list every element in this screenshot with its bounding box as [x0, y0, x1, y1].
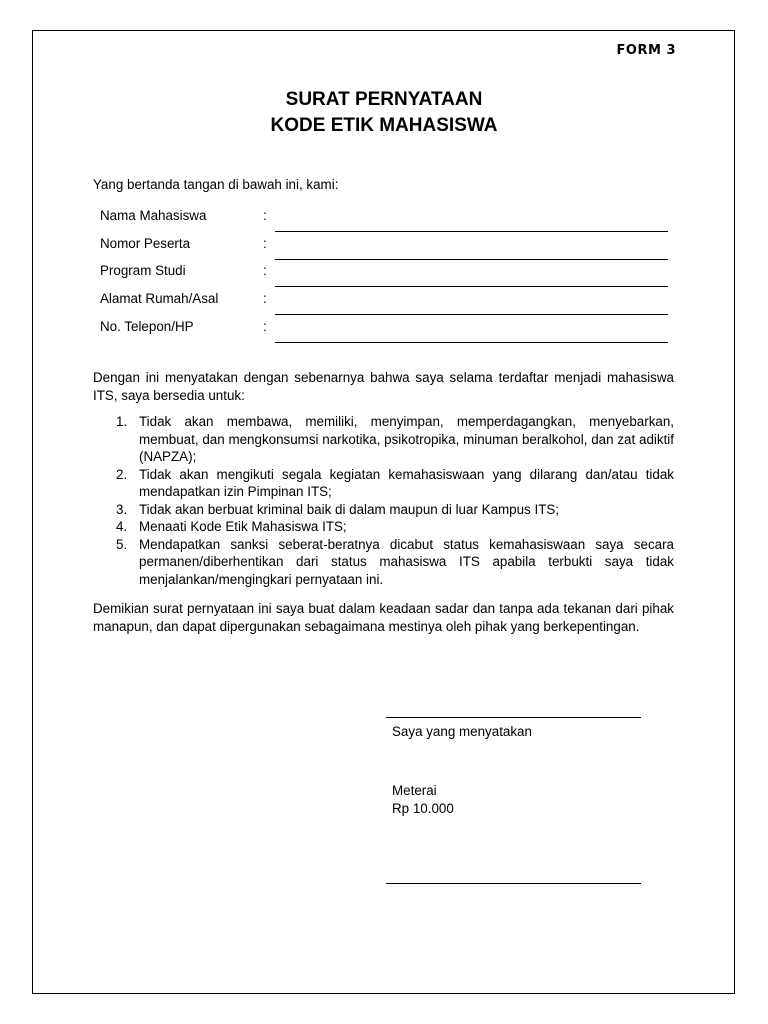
field-no-telepon: [100, 319, 670, 339]
signature-line[interactable]: [386, 883, 641, 884]
fill-in-line[interactable]: [275, 259, 668, 260]
list-item-number: 5.: [116, 536, 128, 552]
field-program-studi: [100, 263, 670, 283]
field-label: Program Studi: [100, 263, 186, 278]
signature-divider-top: [386, 717, 641, 718]
list-item: [93, 413, 674, 466]
list-item-text: Menaati Kode Etik Mahasiswa ITS;: [139, 519, 347, 534]
list-item-text: Mendapatkan sanksi seberat-beratnya dicabut status kemahasiswaan saya secara permanen/diberhentikan dari status mahasiswa ITS apabila terbukti saya tidak menjalankan/mengingkari pernyataan ini.: [139, 536, 674, 587]
stamp-label: Meterai: [392, 783, 437, 798]
field-label: No. Telepon/HP: [100, 319, 194, 334]
fill-in-line[interactable]: [275, 286, 668, 287]
fill-in-line[interactable]: [275, 342, 668, 343]
declarant-label: Saya yang menyatakan: [392, 724, 532, 739]
field-colon: :: [263, 208, 267, 223]
field-colon: :: [263, 236, 267, 251]
field-nama-mahasiswa: [100, 208, 670, 228]
intro-text: Yang bertanda tangan di bawah ini, kami:: [93, 177, 339, 192]
field-colon: :: [263, 319, 267, 334]
statement-text: Dengan ini menyatakan dengan sebenarnya bahwa saya selama terdaftar menjadi mahasiswa ITS, saya bersedia untuk:: [93, 370, 674, 403]
field-label: Nomor Peserta: [100, 236, 191, 251]
fill-in-line[interactable]: [275, 231, 668, 232]
field-label: Nama Mahasiswa: [100, 208, 207, 223]
list-item-text: Tidak akan membawa, memiliki, menyimpan, memperdagangkan, menyebarkan, membuat, dan mengkonsumsi narkotika, psikotropika, minuman beralkohol, dan zat adiktif (NAPZA);: [139, 414, 674, 464]
list-item-text: Tidak akan mengikuti segala kegiatan kemahasiswaan yang dilarang dan/atau tidak mendapatkan izin Pimpinan ITS;: [139, 466, 674, 499]
field-nomor-peserta: [100, 236, 670, 256]
list-item: [93, 536, 674, 589]
list-item-number: 3.: [116, 501, 128, 517]
list-item: [93, 466, 674, 501]
list-item: [93, 501, 674, 519]
field-label: Alamat Rumah/Asal: [100, 291, 219, 306]
pledge-list: [93, 413, 674, 588]
field-alamat-rumah: [100, 291, 670, 311]
document-subtitle: KODE ETIK MAHASISWA: [270, 115, 498, 136]
field-colon: :: [263, 263, 267, 278]
form-code: FORM 3: [616, 43, 676, 58]
list-item-number: 1.: [116, 414, 128, 429]
list-item: [93, 518, 674, 536]
list-item-number: 2.: [116, 466, 128, 482]
closing-text: Demikian surat pernyataan ini saya buat dalam keadaan sadar dan tanpa ada tekanan dari pihak manapun, dan dapat dipergunakan sebagaimana mestinya oleh pihak yang berkepentingan.: [93, 601, 674, 634]
list-item-number: 4.: [116, 519, 128, 534]
fill-in-line[interactable]: [275, 314, 668, 315]
document-title: SURAT PERNYATAAN: [285, 89, 483, 110]
field-colon: :: [263, 291, 267, 306]
stamp-value: Rp 10.000: [392, 801, 454, 816]
list-item-text: Tidak akan berbuat kriminal baik di dalam maupun di luar Kampus ITS;: [139, 501, 560, 517]
